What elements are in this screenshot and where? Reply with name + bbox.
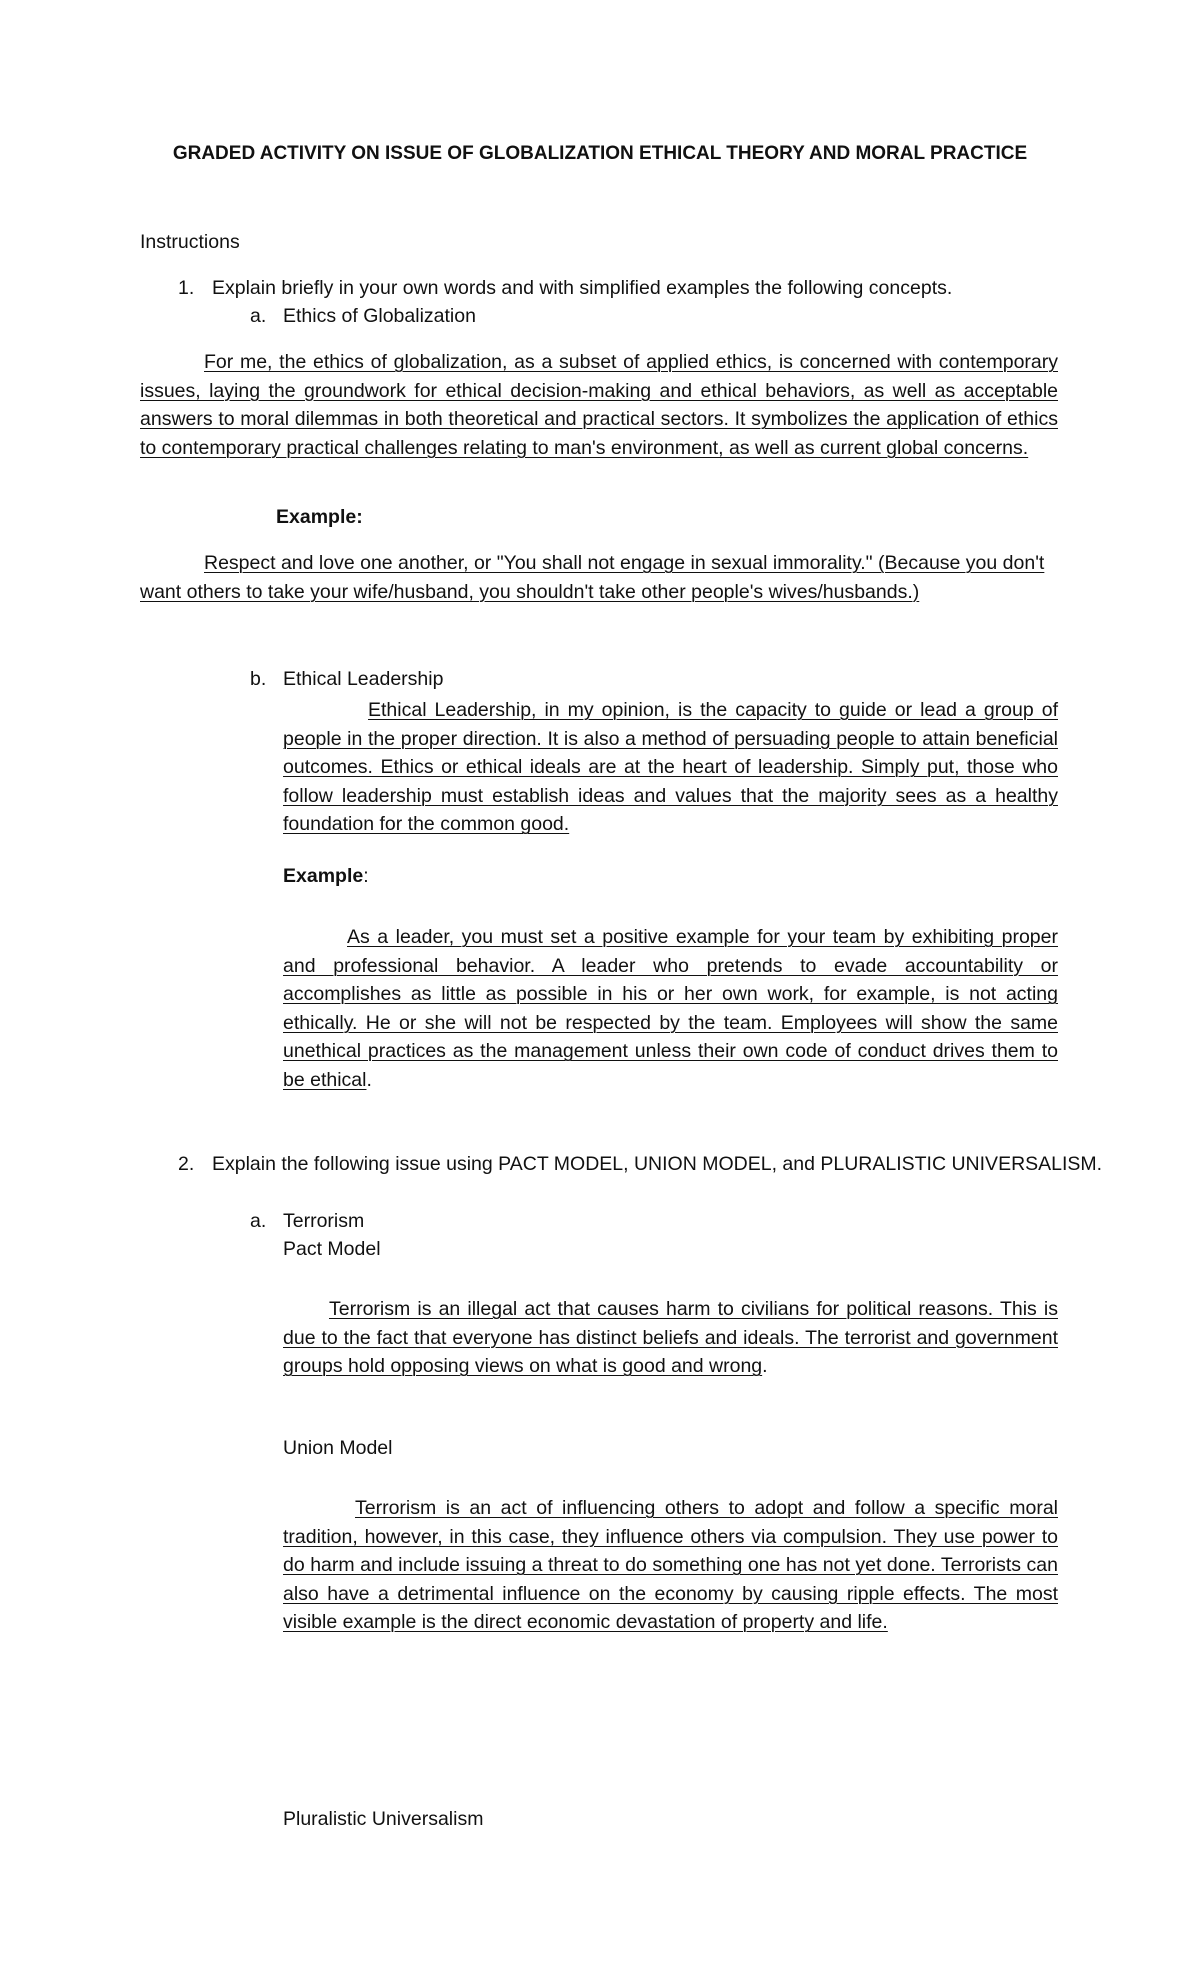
q1-number: 1. [178,277,195,299]
pluralistic-universalism-label: Pluralistic Universalism [283,1808,484,1830]
q1b-letter: b. [250,668,267,690]
q1b-heading: Ethical Leadership [283,668,444,690]
document-title: GRADED ACTIVITY ON ISSUE OF GLOBALIZATION ETHICAL THEORY AND MORAL PRACTICE [172,143,1028,164]
q1b-example-label: Example [283,865,364,887]
q1b-example-block [283,923,1058,1095]
pact-model-text: Terrorism is an illegal act that causes harm to civilians for political reasons. This is due to the fact that everyone has distinct beliefs and ideals. The terrorist and government groups hold opposing views on what is good and wrong [283,1298,1058,1378]
pact-model-label: Pact Model [283,1238,381,1260]
q1b-example: As a leader, you must set a positive example for your team by exhibiting proper and professional behavior. A leader who pretends to evade accountability or accomplishes as little as possible in his or her own work, for example, is not acting ethically. He or she will not be respected by the team. Employees will show the same unethical practices as the management unless their own code of conduct drives them to be ethical [283,926,1058,1091]
q1a-example: Respect and love one another, or "You shall not engage in sexual immorality." (Because you don't want others to take your wife/husband, you shouldn't take other people's wives/husbands.) [140,552,1045,603]
q1b-answer: Ethical Leadership, in my opinion, is the capacity to guide or lead a group of people in the proper direction. It is also a method of persuading people to attain beneficial outcomes. Ethics or ethical ideals are at the heart of leadership. Simply put, those who follow leadership must establish ideas and values that the majority sees as a healthy foundation for the common good. [283,699,1058,836]
q1a-example-label: Example: [276,506,363,528]
q2a-heading: Terrorism [283,1210,365,1232]
q1b-example-label-line [283,865,369,888]
instructions-label: Instructions [140,231,240,253]
union-model-text: Terrorism is an act of influencing others to adopt and follow a specific moral tradition, however, in this case, they influence others via compulsion. They use power to do harm and include issuing a threat to do something one has not yet done. Terrorists can also have a detrimental influence on the economy by causing ripple effects. The most visible example is the direct economic devastation of property and life. [283,1497,1058,1634]
q2a-letter: a. [250,1210,267,1232]
q1b-example-end: . [366,1068,372,1091]
q1a-letter: a. [250,305,267,327]
q1a-heading: Ethics of Globalization [283,305,476,327]
q1-text: Explain briefly in your own words and with simplified examples the following concepts. [212,277,953,299]
q2-number: 2. [178,1153,195,1175]
pact-model-end: . [762,1355,768,1378]
q1a-answer: For me, the ethics of globalization, as a subset of applied ethics, is concerned with contemporary issues, laying the groundwork for ethical decision-making and ethical behaviors, as well as acceptable answers to moral dilemmas in both theoretical and practical sectors. It symbolizes the application of ethics to contemporary practical challenges relating to man's environment, as well as current global concerns. [140,351,1058,459]
q1b-example-colon: : [363,865,369,887]
pact-model-block [283,1295,1058,1381]
union-model-label: Union Model [283,1437,393,1459]
q2-text: Explain the following issue using PACT MODEL, UNION MODEL, and PLURALISTIC UNIVERSALISM. [212,1153,1103,1175]
